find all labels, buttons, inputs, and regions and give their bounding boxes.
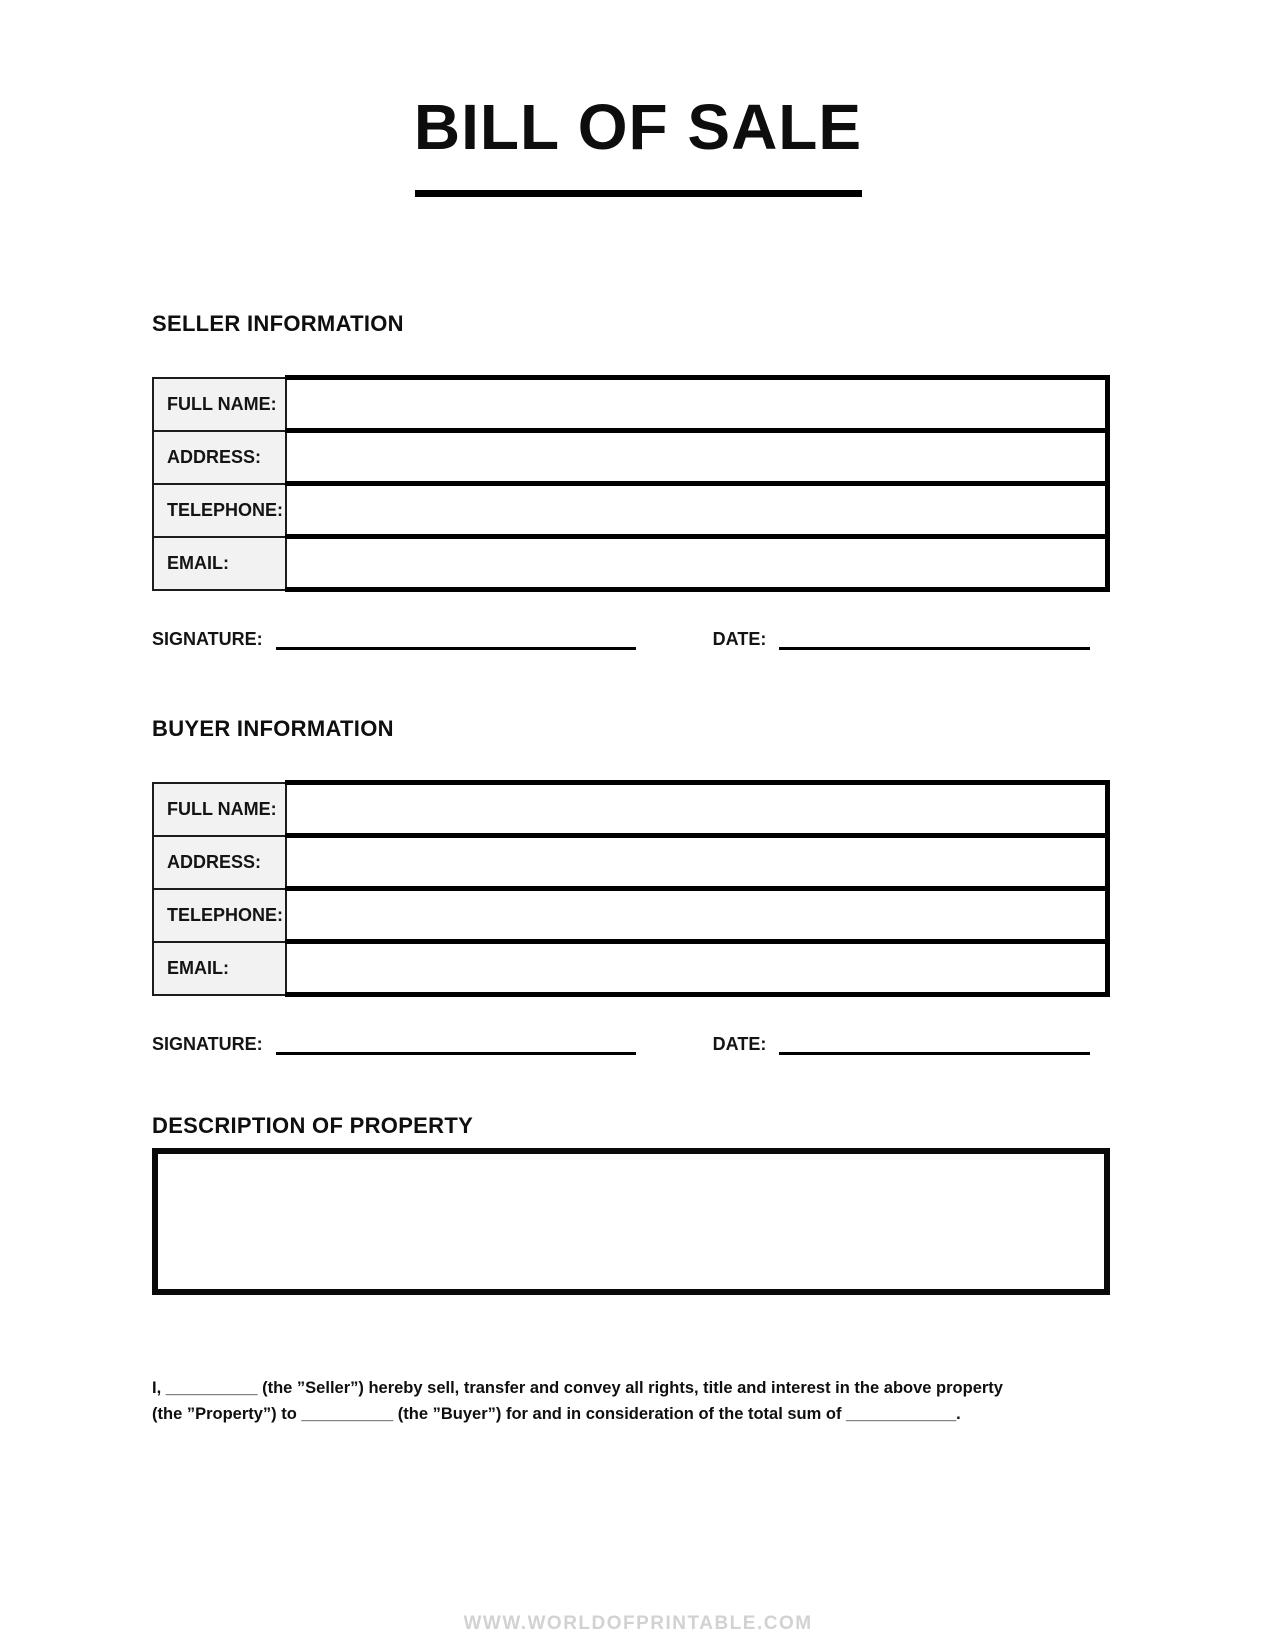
seller-info-table: [152, 375, 1110, 592]
property-section: [152, 1113, 1110, 1295]
buyer-full-name-label: FULL NAME:: [153, 783, 286, 836]
buyer-address-input[interactable]: [286, 836, 1108, 889]
buyer-date-input[interactable]: [779, 1035, 1090, 1055]
seller-signature-label: SIGNATURE:: [152, 629, 263, 650]
property-section-heading: DESCRIPTION OF PROPERTY: [152, 1113, 474, 1139]
table-row: [153, 378, 1108, 431]
buyer-signature-input[interactable]: [276, 1035, 636, 1055]
seller-date-input[interactable]: [779, 630, 1090, 650]
document-body: [152, 311, 1110, 1427]
table-row: [153, 889, 1108, 942]
declaration-line-1: I, __________ (the ”Seller”) hereby sell, transfer and convey all rights, title and interest in the above property: [152, 1379, 1003, 1398]
seller-email-label: EMAIL:: [153, 537, 286, 590]
seller-date-label: DATE:: [712, 629, 767, 650]
seller-address-label: ADDRESS:: [153, 431, 286, 484]
table-row: [153, 942, 1108, 995]
buyer-info-table: [152, 780, 1110, 997]
title-underline: [415, 190, 862, 197]
seller-telephone-input[interactable]: [286, 484, 1108, 537]
buyer-email-label: EMAIL:: [153, 942, 286, 995]
property-description-input[interactable]: [152, 1148, 1110, 1295]
buyer-signature-label: SIGNATURE:: [152, 1034, 263, 1055]
buyer-full-name-input[interactable]: [286, 783, 1108, 836]
declaration-line-2: (the ”Property”) to __________ (the ”Buyer”) for and in consideration of the total sum of ____________.: [152, 1405, 961, 1424]
buyer-email-input[interactable]: [286, 942, 1108, 995]
buyer-signature-row: [152, 1033, 1110, 1055]
document-header: [0, 0, 1276, 197]
seller-email-input[interactable]: [286, 537, 1108, 590]
page-title: BILL OF SALE: [413, 91, 863, 163]
table-row: [153, 836, 1108, 889]
table-row: [153, 783, 1108, 836]
table-row: [153, 484, 1108, 537]
seller-full-name-label: FULL NAME:: [153, 378, 286, 431]
buyer-section-heading: BUYER INFORMATION: [152, 716, 394, 742]
buyer-telephone-input[interactable]: [286, 889, 1108, 942]
footer-url: WWW.WORLDOFPRINTABLE.COM: [463, 1613, 813, 1634]
seller-signature-input[interactable]: [276, 630, 636, 650]
table-row: [153, 537, 1108, 590]
buyer-address-label: ADDRESS:: [153, 836, 286, 889]
seller-telephone-label: TELEPHONE:: [153, 484, 286, 537]
buyer-section: [152, 716, 1110, 1055]
buyer-date-label: DATE:: [712, 1034, 767, 1055]
table-row: [153, 431, 1108, 484]
seller-section: [152, 311, 1110, 650]
seller-full-name-input[interactable]: [286, 378, 1108, 431]
buyer-telephone-label: TELEPHONE:: [153, 889, 286, 942]
seller-signature-row: [152, 628, 1110, 650]
declaration-paragraph: [152, 1375, 1110, 1427]
seller-address-input[interactable]: [286, 431, 1108, 484]
seller-section-heading: SELLER INFORMATION: [152, 311, 404, 337]
